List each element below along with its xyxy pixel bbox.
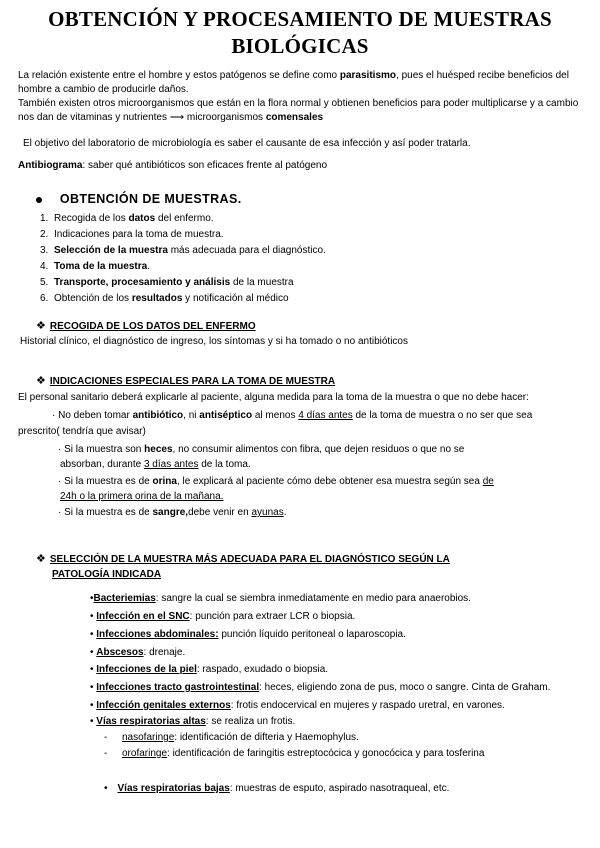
small-bullet-icon: ·	[58, 476, 65, 487]
dash-bullet-icon: -	[104, 748, 108, 759]
section-heading-recogida: ❖ RECOGIDA DE LOS DATOS DEL ENFERMO	[36, 320, 256, 332]
bullet-icon: •	[90, 664, 97, 675]
list-item-continuation: prescrito( tendría que avisar)	[18, 426, 146, 437]
dash-bullet-icon: -	[104, 732, 108, 743]
list-item: • Infección genitales externos: frotis endocervical en mujeres y raspado uretral, en varones.	[90, 700, 505, 711]
list-item: • Infecciones abdominales: punción líquido peritoneal o laparoscopia.	[90, 629, 406, 640]
indicaciones-intro: El personal sanitario deberá explicarle al paciente, alguna medida para la toma de la muestra o que no debe hacer:	[18, 392, 529, 403]
diamond-bullet-icon: ❖	[36, 375, 46, 387]
intro-paragraph-1: La relación existente entre el hombre y estos patógenos se define como parasitismo, pues el huésped recibe beneficios del hombre a cambio de producirle daños.	[18, 70, 569, 95]
diamond-bullet-icon: ❖	[36, 553, 46, 565]
title-line-2: BIOLÓGICAS	[231, 34, 369, 58]
small-bullet-icon: ·	[58, 444, 65, 455]
title-line-1: OBTENCIÓN Y PROCESAMIENTO DE MUESTRAS	[48, 7, 552, 31]
bullet-icon: •	[90, 682, 97, 693]
intro-paragraph-3: El objetivo del laboratorio de microbiología es saber el causante de esa infección y así poder tratarla.	[23, 138, 471, 149]
list-item-continuation: absorban, durante 3 días antes de la toma.	[60, 459, 251, 470]
list-item: 6. Obtención de los resultados y notificación al médico	[40, 293, 289, 304]
recogida-text: Historial clínico, el diagnóstico de ingreso, los síntomas y si ha tomado o no antibióticos	[20, 336, 408, 347]
list-item: · Si la muestra es de sangre,debe venir en ayunas.	[58, 507, 287, 518]
list-item: 1. Recogida de los datos del enfermo.	[40, 213, 214, 224]
list-item: • Infección en el SNC: punción para extraer LCR o biopsia.	[90, 611, 356, 622]
small-bullet-icon: ·	[52, 410, 59, 421]
list-item: · No deben tomar antibiótico, ni antiséptico al menos 4 días antes de la toma de muestra o no ser que sea	[52, 410, 533, 421]
list-item: · Si la muestra son heces, no consumir alimentos con fibra, que dejen residuos o que no se	[58, 444, 465, 455]
list-item: 2. Indicaciones para la toma de muestra.	[40, 229, 224, 240]
list-item: 3. Selección de la muestra más adecuada para el diagnóstico.	[40, 245, 326, 256]
list-item: · Si la muestra es de orina, le explicará al paciente cómo debe obtener esa muestra según sea de	[58, 476, 494, 487]
bullet-icon: •	[90, 647, 97, 658]
section-heading-obtencion: OBTENCIÓN DE MUESTRAS.	[36, 192, 242, 207]
list-item-continuation: 24h o la primera orina de la mañana.	[60, 491, 224, 502]
bullet-icon: •	[90, 593, 94, 604]
list-item: • Infecciones tracto gastrointestinal: heces, eligiendo zona de pus, moco o sangre. Cinta de Graham.	[90, 682, 551, 693]
bullet-icon: •	[90, 629, 97, 640]
bullet-icon: •	[90, 716, 97, 727]
bullet-icon: •	[90, 611, 97, 622]
list-item: • Vías respiratorias altas: se realiza un frotis.	[90, 716, 296, 727]
bullet-icon	[36, 197, 42, 203]
small-bullet-icon: ·	[58, 507, 65, 518]
bullet-icon: •	[104, 783, 108, 794]
section-heading-seleccion-line2: PATOLOGÍA INDICADA	[52, 569, 162, 580]
arrow-icon: ⟶	[169, 111, 185, 123]
list-item: 5. Transporte, procesamiento y análisis de la muestra	[40, 277, 294, 288]
intro-paragraph-4: Antibiograma: saber qué antibióticos son eficaces frente al patógeno	[18, 160, 328, 171]
list-item: • Infecciones de la piel: raspado, exudado o biopsia.	[90, 664, 329, 675]
list-item: 4. Toma de la muestra.	[40, 261, 150, 272]
list-item: •Bacteriemias: sangre la cual se siembra inmediatamente en medio para anaerobios.	[90, 593, 471, 604]
sub-list-item: - orofaringe: identificación de faringitis estreptocócica y gonocócica y para tosferina	[104, 748, 485, 759]
sub-list-item: - nasofaringe: identificación de difteria y Haemophylus.	[104, 732, 359, 743]
intro-paragraph-2: También existen otros microorganismos que están en la flora normal y obtienen beneficios para poder multiplicarse y a cambio nos dan de vitaminas y nutrientes ⟶ microorganismos comensales	[18, 98, 579, 123]
section-heading-indicaciones: ❖ INDICACIONES ESPECIALES PARA LA TOMA DE MUESTRA	[36, 375, 336, 387]
list-item: • Abscesos: drenaje.	[90, 647, 186, 658]
bullet-icon: •	[90, 700, 97, 711]
section-heading-seleccion: ❖ SELECCIÓN DE LA MUESTRA MÁS ADECUADA PARA EL DIAGNÓSTICO SEGÚN LA	[36, 553, 450, 565]
list-item: • Vías respiratorias bajas: muestras de esputo, aspirado nasotraqueal, etc.	[104, 783, 450, 794]
page-title	[10, 6, 590, 60]
diamond-bullet-icon: ❖	[36, 320, 46, 332]
